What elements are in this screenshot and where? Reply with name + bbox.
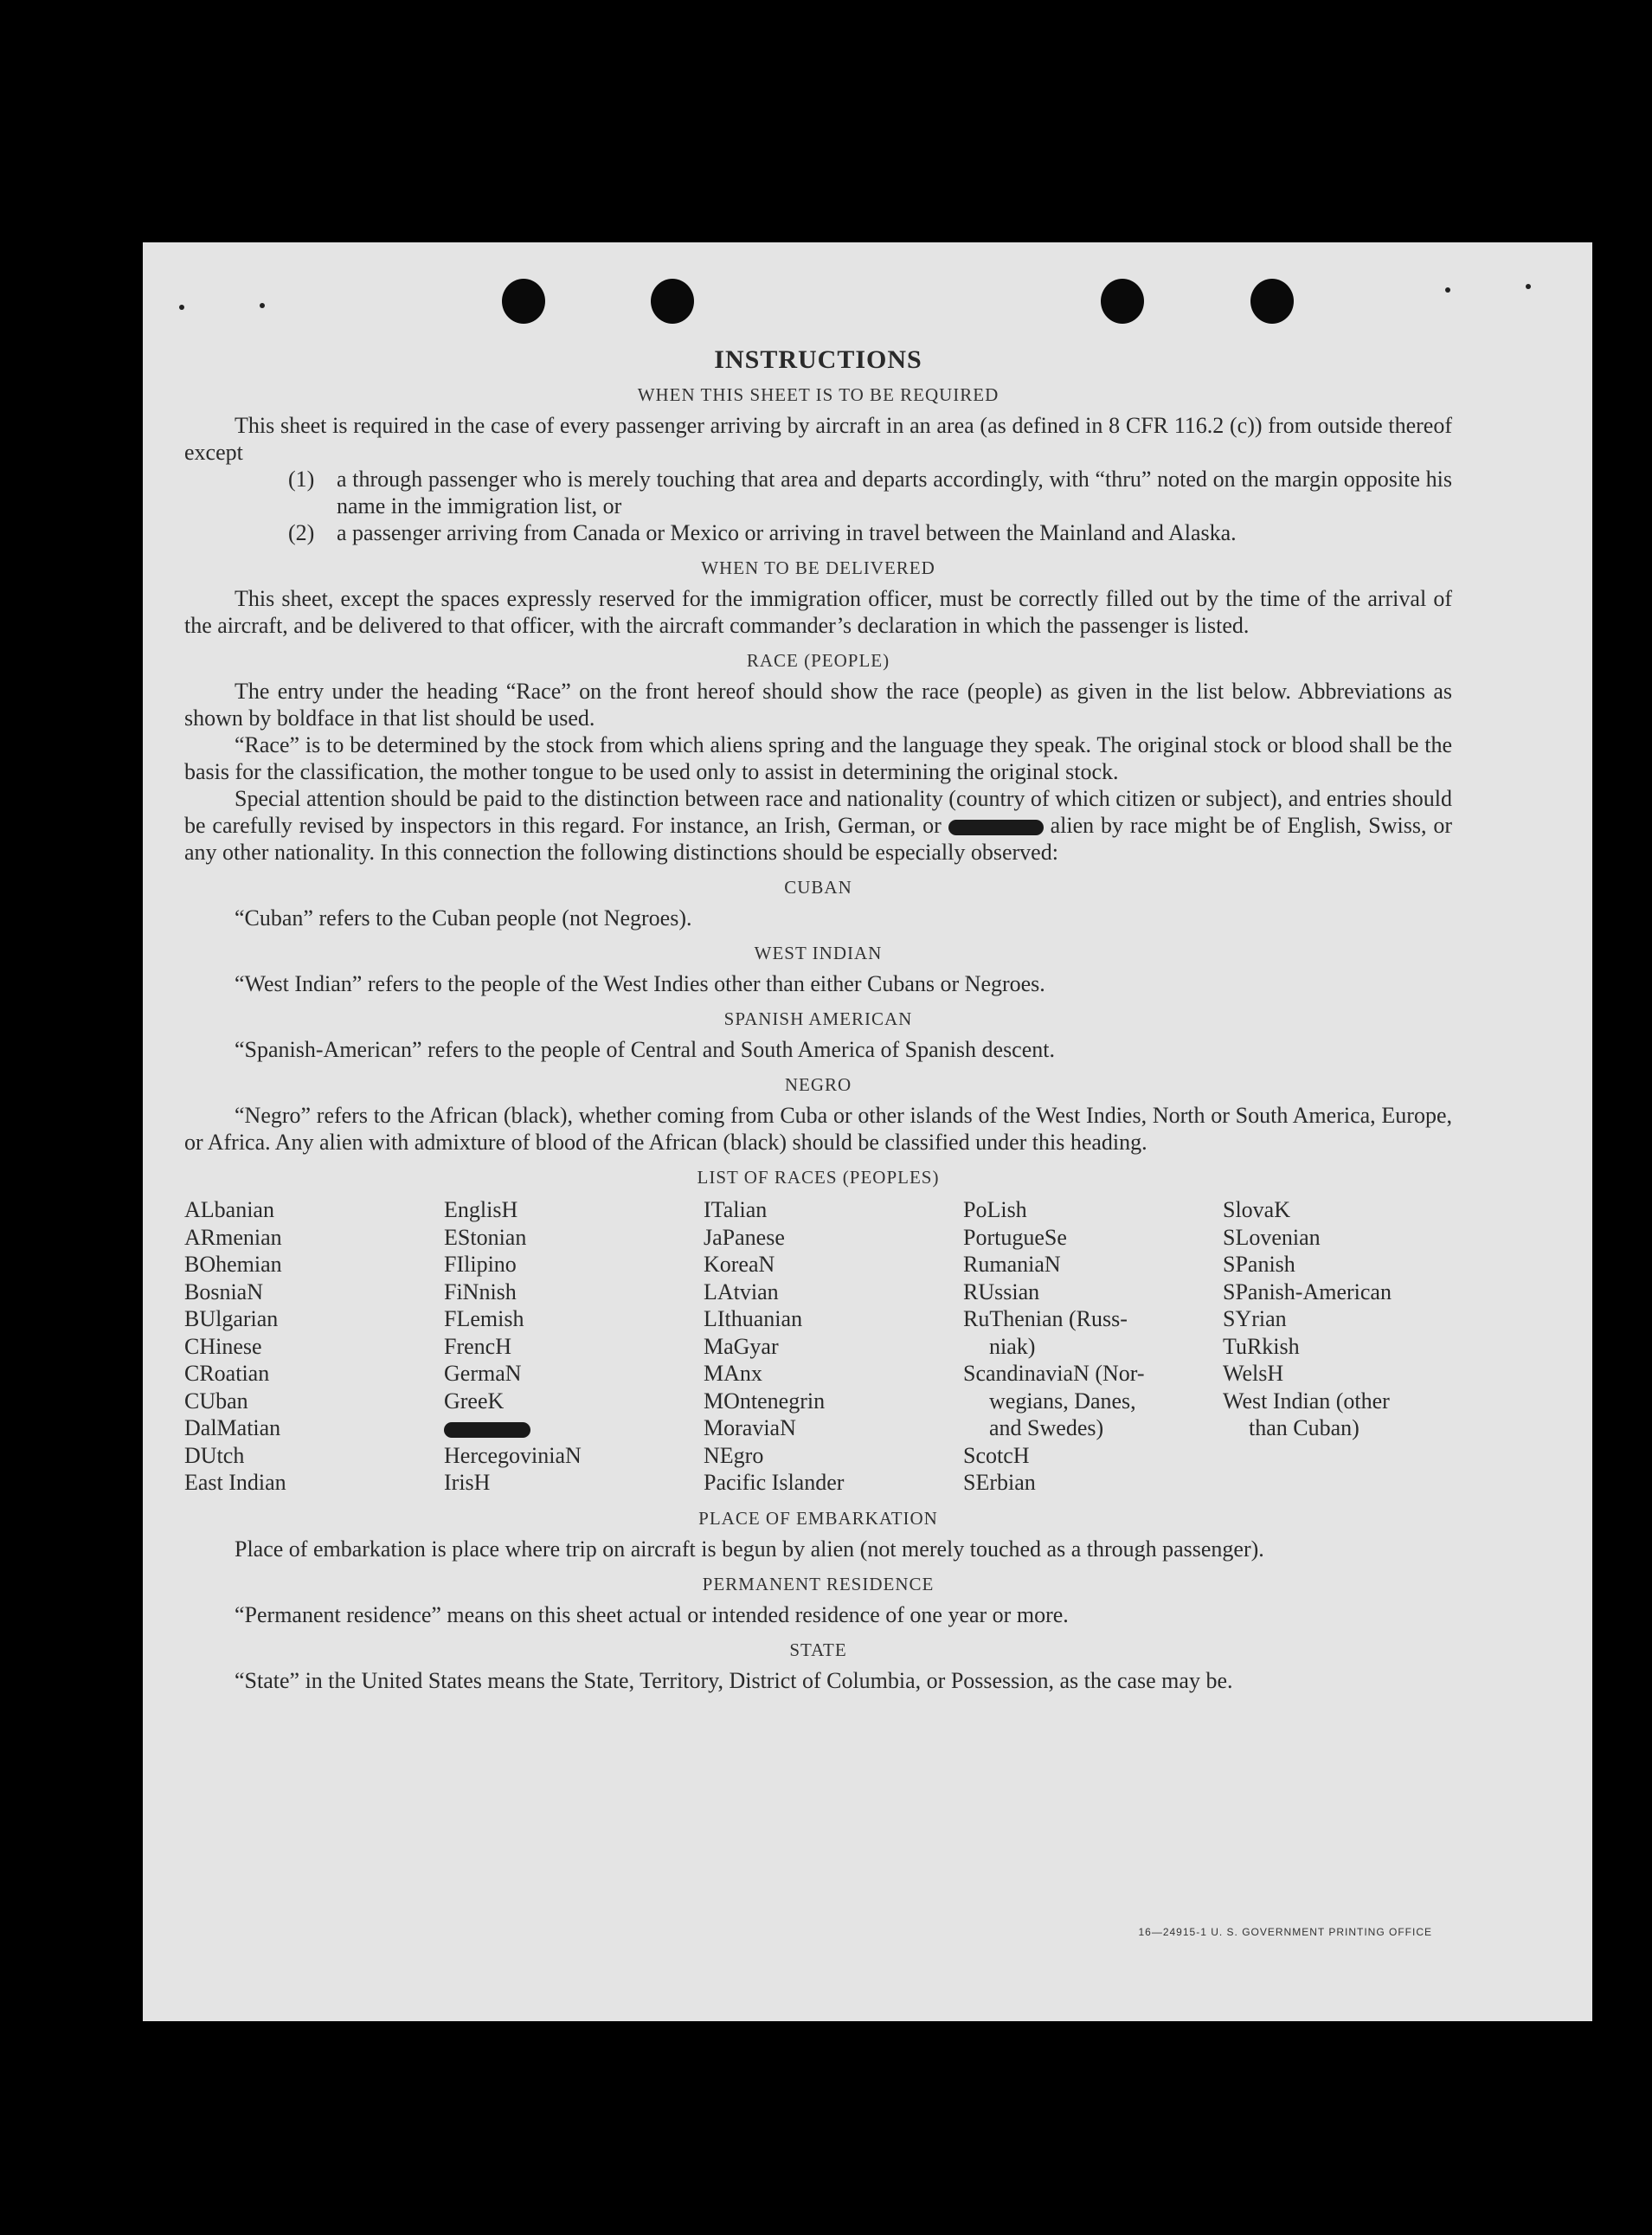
race-entry: CHinese [184,1333,262,1359]
race-entry: SPanish-American [1223,1279,1392,1304]
race-entry: LIthuanian [704,1306,803,1331]
race-entry: RumaniaN [963,1252,1061,1277]
paragraph-race-2: “Race” is to be determined by the stock from which aliens spring and the language they speak. The original stock or blood shall be the basis for the classification, the mother tongue to be used only to assist in determining the original stock. [184,732,1452,784]
race-entry: FrencH [444,1333,511,1359]
race-entry: MaGyar [704,1333,779,1359]
paragraph-when-required: This sheet is required in the case of every passenger arriving by aircraft in an area (as defined in 8 CFR 116.2 (c)) from outside thereof except [184,413,1452,465]
race-entry: KoreaN [704,1252,775,1277]
race-entry: FLemish [444,1306,524,1331]
section-heading-state: STATE [789,1639,847,1660]
instructions-content [184,346,1452,1694]
race-entry: MAnx [704,1361,762,1386]
race-entry: SLovenian [1223,1224,1321,1250]
section-heading-cuban: CUBAN [784,877,852,898]
race-entry: wegians, Danes, [989,1388,1136,1414]
race-entry: CRoatian [184,1361,270,1386]
paragraph-negro: “Negro” refers to the African (black), whether coming from Cuba or other islands of the West Indies, North or South America, Europe, or Africa. Any alien with admixture of blood of the African (black) should be classified under this heading. [184,1103,1452,1155]
race-column [1223,1196,1482,1497]
paragraph-spanish-american: “Spanish-American” refers to the people of Central and South America of Spanish descent. [235,1037,1055,1062]
race-entry: HercegoviniaN [444,1442,582,1468]
paragraph-race-3-part-2: alien by race might be of English, Swiss, or any other nationality. In this connection the following distinctions should be especially observed: [184,813,1453,865]
race-entry: ITalian [704,1197,768,1222]
race-entry: SYrian [1223,1306,1287,1331]
speck [260,303,265,308]
race-entry: GermaN [444,1361,522,1386]
race-entry: PoLish [963,1197,1027,1222]
race-entry: CUban [184,1388,248,1414]
race-entry: ScandinaviaN (Nor- [963,1361,1145,1386]
punch-hole [651,279,694,324]
race-entry: PortugueSe [963,1224,1067,1250]
race-column [963,1196,1223,1497]
race-entry: SlovaK [1223,1197,1290,1222]
race-entry: and Swedes) [989,1415,1104,1440]
race-entry: LAtvian [704,1279,779,1304]
race-redacted [444,1414,704,1442]
race-entry: MoraviaN [704,1415,796,1440]
section-heading-when-delivered: WHEN TO BE DELIVERED [701,557,935,578]
race-entry: SErbian [963,1470,1036,1495]
race-entry: EStonian [444,1224,527,1250]
race-entry: DUtch [184,1442,245,1468]
paragraph-race-1: The entry under the heading “Race” on the front hereof should show the race (people) as given in the list below. Abbreviations as shown by boldface in that list should be used. [184,679,1452,731]
redaction-mark [948,820,1044,835]
list-item-text: a through passenger who is merely touching that area and departs accordingly, with “thru” noted on the margin opposite his name in the immigration list, or [337,467,1452,518]
list-item-number: (2) [288,520,315,545]
punch-hole [1101,279,1144,324]
race-entry: SPanish [1223,1252,1295,1277]
race-entry: RUssian [963,1279,1040,1304]
race-entry: West Indian (other [1223,1388,1390,1414]
race-entry: BosniaN [184,1279,263,1304]
redaction-mark [444,1422,530,1438]
paragraph-when-delivered: This sheet, except the spaces expressly reserved for the immigration officer, must be correctly filled out by the time of the arrival of the aircraft, and be delivered to that officer, with the aircraft commander’s declaration in which the passenger is listed. [184,586,1452,638]
list-item-number: (1) [288,467,315,492]
section-heading-list-of-races: LIST OF RACES (PEOPLES) [697,1167,940,1188]
section-heading-spanish-american: SPANISH AMERICAN [723,1008,913,1029]
paragraph-state: “State” in the United States means the State, Territory, District of Columbia, or Possession, as the case may be. [235,1667,1233,1693]
race-entry: MOntenegrin [704,1388,826,1414]
section-heading-residence: PERMANENT RESIDENCE [702,1573,935,1594]
race-entry: FIlipino [444,1252,517,1277]
section-heading-when-required: WHEN THIS SHEET IS TO BE REQUIRED [637,384,1000,405]
race-entry: EnglisH [444,1197,518,1222]
race-entry: DalMatian [184,1415,281,1440]
race-entry: Pacific Islander [704,1470,845,1495]
section-heading-embarkation: PLACE OF EMBARKATION [698,1507,938,1529]
list-item [288,466,1452,519]
race-entry: JaPanese [704,1224,785,1250]
race-column [704,1196,963,1497]
list-item [288,519,1452,546]
section-heading-race: RACE (PEOPLE) [746,650,890,671]
race-entry: IrisH [444,1470,491,1495]
race-entry: NEgro [704,1442,764,1468]
paragraph-cuban: “Cuban” refers to the Cuban people (not Negroes). [235,905,692,931]
race-entry: BUlgarian [184,1306,279,1331]
paragraph-race-3-part-1: Special attention should be paid to the distinction between race and nationality (country of which citizen or subject), and entries should be carefully revised by inspectors in this regard. For instance, an Irish, German, or [184,786,1452,838]
speck [1445,287,1450,293]
paragraph-embarkation: Place of embarkation is place where trip on aircraft is begun by alien (not merely touched as a through passenger). [235,1536,1264,1562]
race-entry: ScotcH [963,1442,1030,1468]
speck [1526,284,1531,289]
punch-hole [502,279,545,324]
page-title: INSTRUCTIONS [714,345,922,374]
list-item-text: a passenger arriving from Canada or Mexico or arriving in travel between the Mainland and Alaska. [337,520,1237,545]
race-entry: GreeK [444,1388,505,1414]
printing-office-footer: 16—24915-1 U. S. GOVERNMENT PRINTING OFFICE [1138,1926,1432,1938]
race-entry: BOhemian [184,1252,282,1277]
races-list [184,1196,1452,1497]
race-entry: RuThenian (Russ- [963,1306,1128,1331]
race-entry: ALbanian [184,1197,274,1222]
race-entry: than Cuban) [1249,1415,1360,1440]
punch-hole [1250,279,1294,324]
speck [179,305,184,310]
race-entry: niak) [989,1333,1036,1359]
paragraph-residence: “Permanent residence” means on this sheet actual or intended residence of one year or more. [235,1601,1069,1627]
document-sheet [143,242,1592,2021]
race-entry: WelsH [1223,1361,1284,1386]
paragraph-race-3 [184,785,1452,866]
race-entry: ARmenian [184,1224,282,1250]
section-heading-negro: NEGRO [784,1074,852,1095]
race-column [444,1196,704,1497]
race-entry: East Indian [184,1470,286,1495]
race-entry: TuRkish [1223,1333,1300,1359]
paragraph-west-indian: “West Indian” refers to the people of the West Indies other than either Cubans or Negroes. [235,971,1045,996]
section-heading-west-indian: WEST INDIAN [754,943,883,963]
race-entry: FiNnish [444,1279,517,1304]
race-column [184,1196,444,1497]
